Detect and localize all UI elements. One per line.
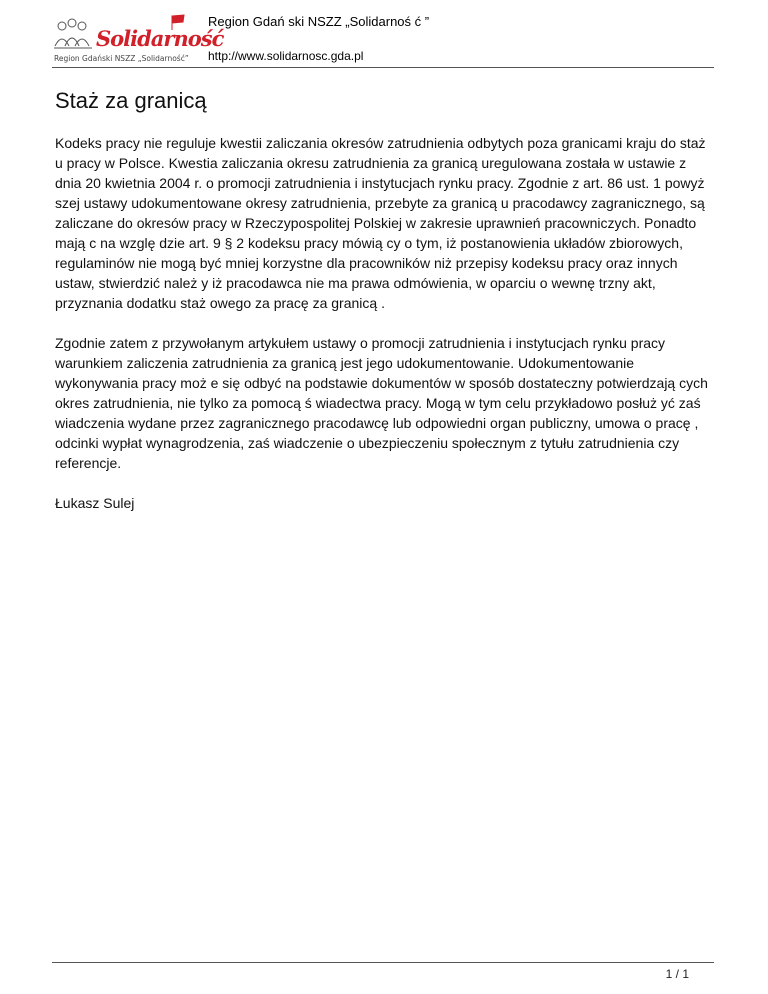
logo-caption: Region Gdański NSZZ „Solidarność” xyxy=(54,54,189,63)
article-body xyxy=(55,133,715,513)
svg-text:Solidarność: Solidarność xyxy=(96,26,224,51)
footer-divider xyxy=(52,962,714,963)
logo-graphic xyxy=(52,12,224,54)
page-header xyxy=(52,10,714,67)
article-paragraph-1: Kodeks pracy nie reguluje kwestii zaliczania okresów zatrudnienia odbytych poza granicami kraju do staż u pracy w Polsce. Kwestia zaliczania okresu zatrudnienia za granicą uregulowana została w ustawie z dnia 20 kwietnia 2004 r. o promocji zatrudnienia i instytucjach rynku pracy. Zgodnie z art. 86 ust. 1 powyż szej ustawy udokumentowane okresy zatrudnienia, przebyte za granicą u pracodawcy zagranicznego, są zaliczane do okresów pracy w Rzeczypospolitej Polskiej w zakresie uprawnień pracowniczych. Ponadto mają c na wzglę dzie art. 9 § 2 kodeksu pracy mówią cy o tym, iż postanowienia układów zbiorowych, regulaminów nie mogą być mniej korzystne dla pracowników niż przepisy kodeksu pracy oraz innych ustaw, stwierdzić należ y iż pracodawca nie ma prawa odmówienia, w oparciu o wewnę trzny akt, przyznania dodatku staż owego za pracę za granicą . xyxy=(55,135,706,311)
article-paragraph-2: Zgodnie zatem z przywołanym artykułem ustawy o promocji zatrudnienia i instytucjach rynku pracy warunkiem zaliczenia zatrudnienia za granicą jest jego udokumentowanie. Udokumentowanie wykonywania pracy moż e się odbyć na podstawie dokumentów w sposób dostateczny potwierdzają cych okres zatrudnienia, nie tylko za pomocą ś wiadectwa pracy. Mogą w tym celu przykładowo posłuż yć zaś wiadczenia wydane przez zagranicznego pracodawcę lub odpowiedni organ publiczny, umowa o pracę , odcinki wypłat wynagrodzenia, zaś wiadczenie o ubezpieczeniu społecznym z tytułu zatrudnienia czy referencje. xyxy=(55,335,708,471)
site-title: Region Gdań ski NSZZ „Solidarnoś ć ” xyxy=(208,14,430,29)
header-divider xyxy=(52,67,714,68)
article-title: Staż za granicą xyxy=(55,88,207,113)
article-author: Łukasz Sulej xyxy=(55,495,135,511)
page-number: 1 / 1 xyxy=(665,967,689,981)
solidarnosc-logo xyxy=(52,12,224,66)
site-url-link[interactable]: http://www.solidarnosc.gda.pl xyxy=(208,49,364,63)
